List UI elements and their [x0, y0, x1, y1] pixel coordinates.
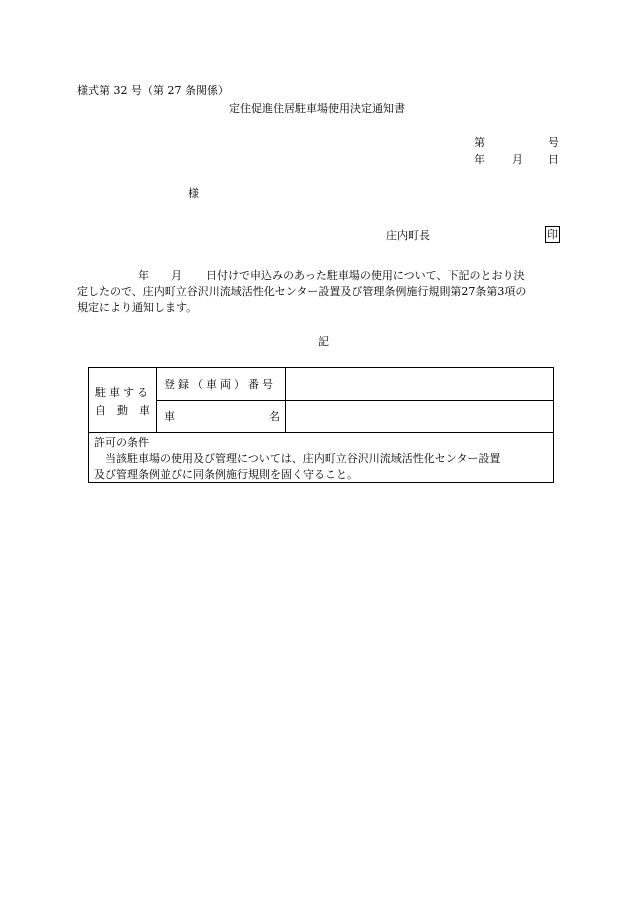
recipient-honorific: 様 [188, 187, 199, 200]
vehicle-table [88, 367, 554, 483]
registration-number-label: 登録（車両）番号 [164, 378, 276, 391]
vehicle-group-label-2: 自 動 車 [95, 404, 150, 417]
body-line-2: 定したので、庄内町立谷沢川流域活性化センター設置及び管理条例施行規則第27条第3項の [77, 285, 527, 298]
permit-conditions [94, 435, 554, 483]
vehicle-name-label-a: 車 [164, 410, 175, 423]
body-line-1 [77, 268, 577, 284]
doc-number-suffix: 号 [548, 136, 559, 149]
doc-number-prefix: 第 [474, 136, 485, 149]
vehicle-name-label-b: 名 [269, 410, 280, 423]
body-line-1-rest: 日付けで申込みのあった駐車場の使用について、下記のとおり決 [206, 269, 525, 282]
seal-stamp: 印 [547, 228, 558, 241]
ki-heading: 記 [318, 335, 329, 348]
conditions-line-2: 及び管理条例並びに同条例施行規則を固く守ること。 [94, 468, 358, 481]
vehicle-group-label-1: 駐車する [95, 386, 151, 399]
conditions-line-1: 当該駐車場の使用及び管理については、庄内町立谷沢川流域活性化センター設置 [94, 452, 501, 465]
body-month: 月 [171, 269, 182, 282]
document-title: 定住促進住居駐車場使用決定通知書 [229, 102, 405, 115]
issuer-title: 庄内町長 [386, 229, 430, 242]
notice-body [77, 268, 577, 316]
body-line-3: 規定により通知します。 [77, 301, 198, 314]
conditions-title: 許可の条件 [94, 436, 149, 449]
divider [156, 400, 554, 401]
divider [89, 432, 554, 433]
form-number: 様式第 32 号（第 27 条関係） [77, 84, 229, 97]
date-year-label: 年 [474, 153, 485, 166]
date-day-label: 日 [548, 153, 559, 166]
body-year: 年 [138, 269, 149, 282]
date-month-label: 月 [512, 153, 523, 166]
